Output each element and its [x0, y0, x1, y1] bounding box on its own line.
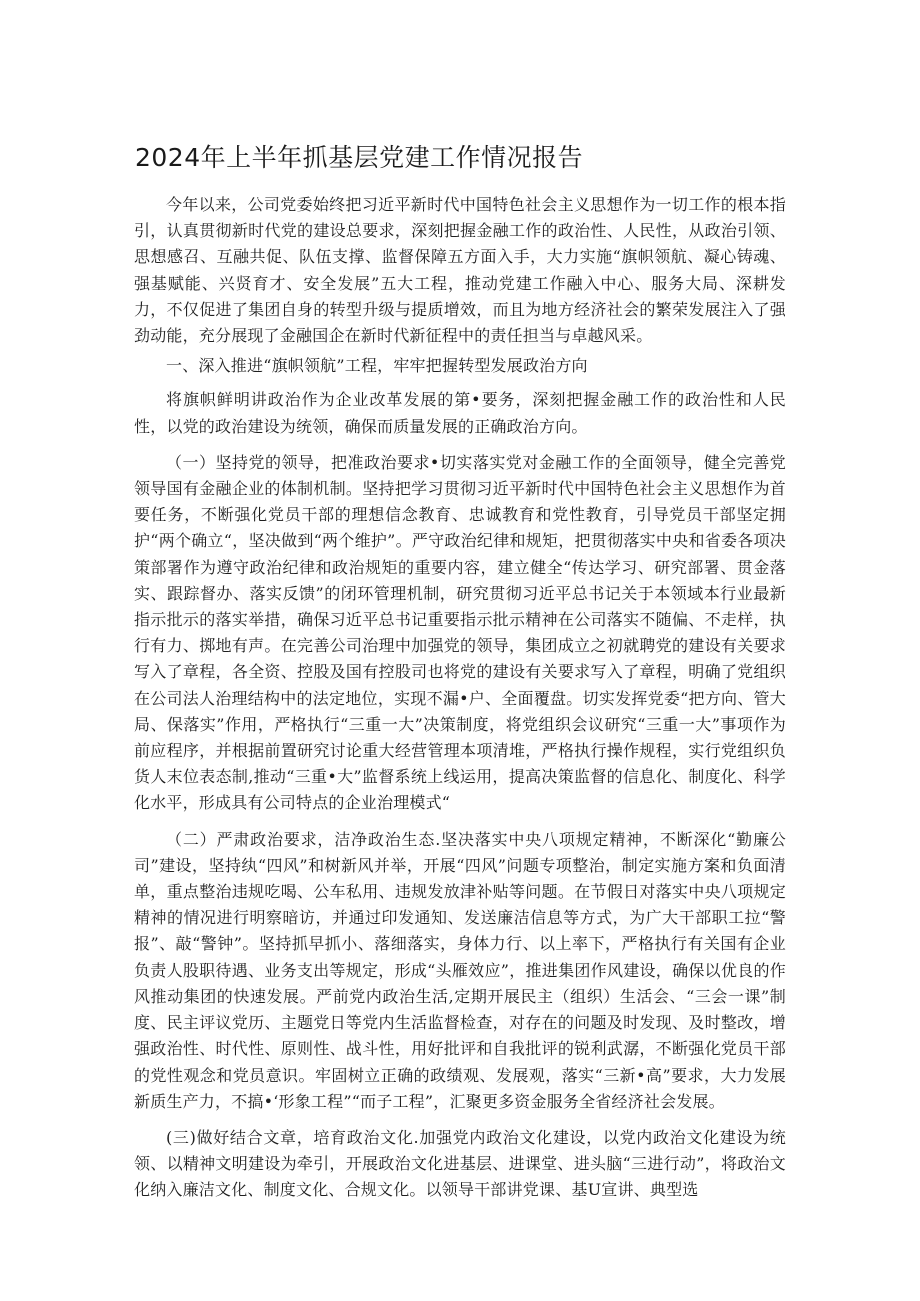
subsection-2-paragraph: （二）严肃政治要求，洁净政治生态.坚决落实中央八项规定精神，不断深化“勤廉公司”建设，坚持纨“四风”和树新风并举，开展“四风”问题专项整治，制定实施方案和负面清单，重点整治违规吃喝、公车私用、违规发放津补贴等问题。在节假日对落实中央八项规定精神的情况进行明察暗访，并通过印发通知、发送廉洁信息等方式，为广大干部职工拉“警报”、敲“警钟”。坚持抓早抓小、落细落实，身体力行、以上率下，严格执行有关国有企业负责人股职待遇、业务支出等规定，形成“头雁效应”，推进集团作风建设，确保以优良的作风推动集团的快速发展。严前党内政治生活,定期开展民主（组织）生活会、“三会一课”制度、民主评议党历、主题党日等党内生活监督检查，对存在的问题及时发现、及时整改，增强政治性、时代性、原则性、战斗性，用好批评和自我批评的锐利武潺，不断强化党员干部的党性观念和党员意识。牢固树立正确的政绩观、发展观，落实“三新•高”要求，大力发展新质生产力，不搞•‘形象工程”“而子工程”，汇聚更多资金服务全省经济社会发展。: [134, 829, 786, 1111]
subsection-3-paragraph: (三)做好结合文章，培育政治文化.加强党内政治文化建设，以党内政治文化建设为统领、以精神文明建设为牵引，开展政治文化进基层、进课堂、进头脑“三进行动”，将政治文化纳入廉洁文化、制度文化、合规文化。以领导干部讲党课、基U宣讲、典型选: [134, 1127, 786, 1200]
document-title: 2024年上半年抓基层党建工作情况报告: [135, 143, 584, 172]
subsection-1-paragraph: （一）坚持党的领导，把准政治要求•切实落实党对金融工作的全面领导，健全完善党领导国有金融企业的体制机制。坚持把学习贯彻习近平新时代中国特色社会主义思想作为首要任务，不断强化党员干部的理想信念教育、忠诚教育和党性教育，引导党员干部坚定拥护“两个确立“，坚决做到“两个维护”。严守政治纪律和规矩，把贯彻落实中央和省委各项决策部署作为遵守政治纪律和政治规矩的重要内容，建立健全“传达学习、研究部署、贯金落实、跟踪督办、落实反馈”的闭环管理机制，研究贯彻习近平总书记关于本领域本行业最新指示批示的落实举措，确保习近平总书记重要指示批示精神在公司落实不随偏、不走样，执行有力、掷地有声。在完善公司治理中加强党的领导，集团成立之初就聘党的建设有关要求写入了章程，各全资、控股及国有控股司也将党的建设有关要求写入了章程，明确了党组织在公司法人治理结构中的法定地位，实现不漏•户、全面覆盘。切实发挥党委“把方向、管大局、保落实”作用，严格执行“三重一大”决策制度，将党组织会议研究“三重一大”事项作为前应程序，并根据前置研究讨论重大经营管理本项清堆，严格执行操作规程，实行党组织负货人末位表态制,推动“三重•大”监督系统上线运用，提高决策监督的信息化、制度化、科学化水平，形成具有公司特点的企业治理模式“: [134, 452, 786, 813]
section-heading-1: 一、深入推进“旗帜领航”工程，牢牢把握转型发展政治方向: [166, 356, 588, 376]
intro-paragraph: 今年以来，公司党委始终把习近平新时代中国特色社会主义思想作为一切工作的根本指引，认真贯彻新时代党的建设总要求，深刻把握金融工作的政治性、人民性，从政治引领、思想感召、互融共促、队伍支撑、监督保障五方面入手，大力实施“旗帜领航、凝心铸魂、强基赋能、兴贤育才、安全发展”五大工程，推动党建工作融入中心、服务大局、深耕发力，不仅促进了集团自身的转型升级与提质增效，而且为地方经济社会的繁荣发展注入了强劲动能，充分展现了金融国企在新时代新征程中的责任担当与卓越风采。: [134, 195, 786, 346]
document-body: [134, 192, 786, 1204]
section-summary-paragraph: 将旗帜鲜明讲政治作为企业改革发展的第•要务，深刻把握金融工作的政治性和人民性，以党的政治建设为统领，确保而质量发展的正确政治方向。: [134, 390, 786, 436]
